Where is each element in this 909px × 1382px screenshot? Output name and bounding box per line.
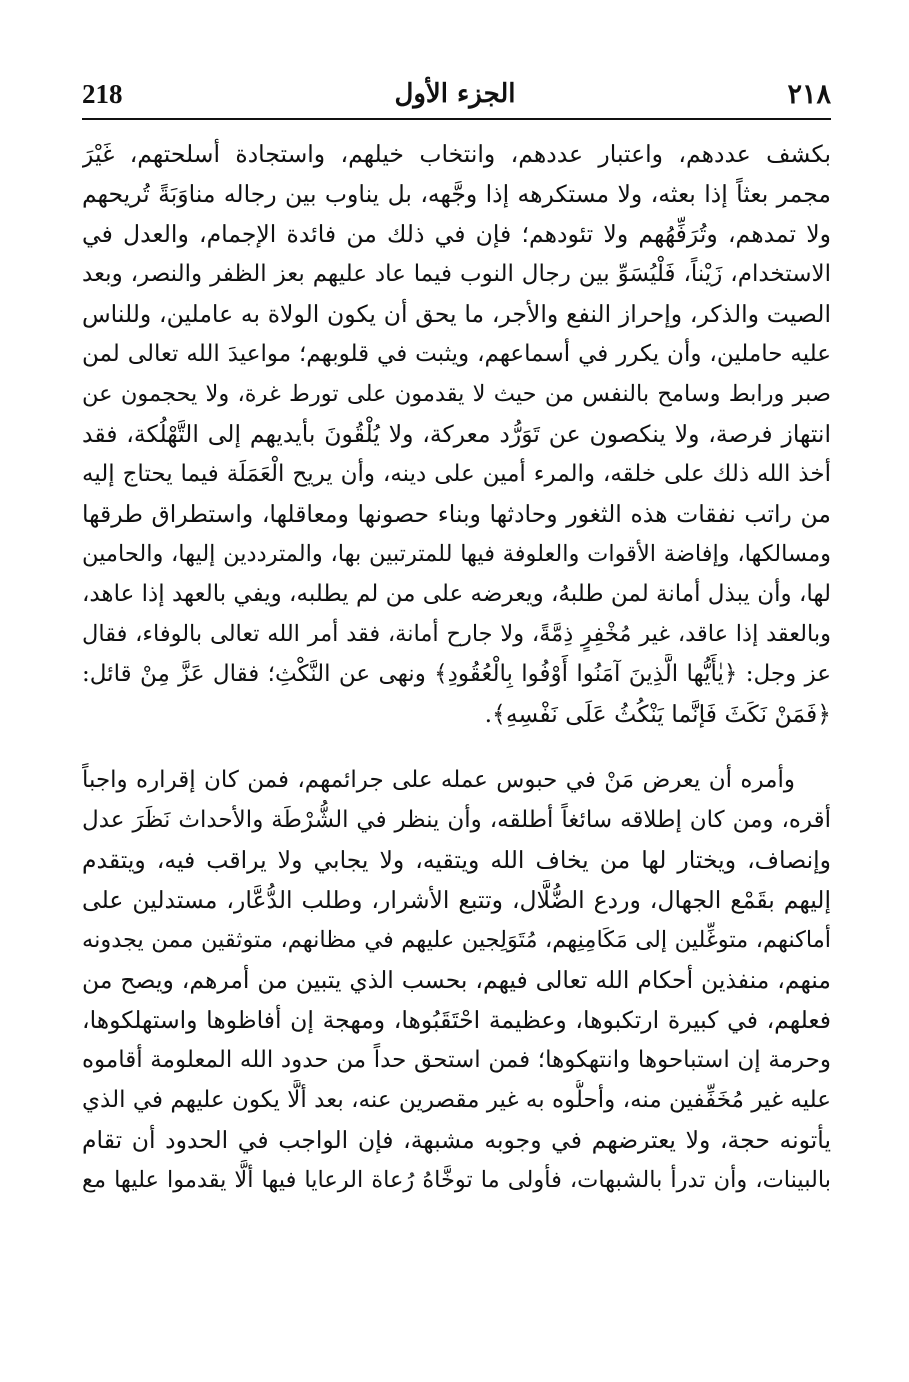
text-line: صبر ورابط وسامح بالنفس من حيث لا يقدمون على تورط غرة، ولا يحجمون عن [82,381,831,407]
page-number-latin: 218 [82,78,123,109]
text-line: فعلهم، في كبيرة ارتكبوها، وعظيمة احْتَقَبُوها، ومهجة إن أفاظوها واستهلكوها، [82,1006,831,1034]
text-line: بكشف عددهم، واعتبار عددهم، وانتخاب خيلهم، واستجادة أسلحتهم، غَيْرَ [82,140,831,168]
text-line: لها، وأن يبذل أمانة لمن طلبهُ، ويعرضه على من لم يطلبه، ويفي بالعهد إذا عاهد، [82,581,831,607]
text-line: وأمره أن يعرض مَنْ في حبوس عمله على جرائمهم، فمن كان إقراره واجباً [82,767,795,793]
text-line: منهم، منفذين أحكام الله تعالى فيهم، بحسب الذي يتبين من أمرهم، ويصح من [82,966,831,994]
page-header [82,72,831,116]
paragraph-2 [82,760,831,1200]
running-title: الجزء الأول [394,79,516,109]
text-line: من راتب نفقات هذه الثغور وحادثها وبناء حصونها ومعاقلها، واستطراق طرقها [82,500,831,528]
paragraph-1 [82,134,831,734]
text-line: يأتونه حجة، ولا يعترضهم في وجوبه مشبهة، فإن الواجب في الحدود أن تقام [82,1126,831,1154]
text-line: انتهاز فرصة، ولا ينكصون عن تَوَرُّد معركة، ولا يُلْقُونَ بأيديهم إلى التَّهْلُكة، فقد [82,420,831,448]
text-line: ومسالكها، وإفاضة الأقوات والعلوفة فيها للمترتبين بها، والمترددين إليها، والحامين [82,541,831,567]
text-line: إليهم بقَمْع الجهال، وردع الضُّلَّال، وتتبع الأشرار، وطلب الدُّعَّار، مستدلين على [82,886,831,914]
text-line: عليه حاملين، وأن يكرر في أسماعهم، ويثبت في قلوبهم؛ مواعيدَ الله تعالى لمن [82,341,831,367]
text-line: وبالعقد إذا عاقد، غير مُخْفِرٍ ذِمَّةً، ولا جارح أمانة، فقد أمر الله تعالى بالوفاء، فقال [82,621,831,647]
paragraph-gap [82,734,831,760]
quran-verse-line: ﴿فَمَنْ نَكَثَ فَإنَّما يَنْكُثُ عَلَى نَفْسِهِ﴾. [484,700,831,728]
text-line: الصيت والذكر، وإحراز النفع والأجر، ما يحق أن يكون الولاة به عاملين، وللناس [82,300,831,328]
text-line: عز وجل: ﴿يٰأَيُّها الَّذِينَ آمَنُوا أَوْفُوا بِالْعُقُودِ﴾ ونهى عن النَّكْثِ؛ فقال عَزَّ مِنْ قائل: [82,661,831,687]
page-number-arabic: ٢١٨ [787,78,831,110]
text-line: بالبينات، وأن تدرأ بالشبهات، فأولى ما توخَّاهُ رُعاة الرعايا فيها ألَّا يقدموا عليها مع [82,1167,831,1193]
text-line: عليه غير مُخَفِّفين منه، وأحلُّوه به غير مقصرين عنه، بعد ألَّا يكون عليهم في الذي [82,1087,831,1113]
text-line: وحرمة إن استباحوها وانتهكوها؛ فمن استحق حداً من حدود الله المعلومة أقاموه [82,1047,831,1073]
page-body [82,134,831,1200]
text-line: مجمر بعثاً إذا بعثه، ولا مستكرهه إذا وجَّهه، بل يناوب بين رجاله مناوَبَةً تُريحهم [82,180,831,208]
text-line: أماكنهم، متوغِّلين إلى مَكَامِنِهم، مُتَوَلِجين عليهم في مظانهم، متوثقين ممن يجدونه [82,927,831,953]
text-line: أخذ الله ذلك على خلقه، والمرء أمين على دينه، وأن يريح الْعَمَلَة فيما يحتاج إليه [82,461,831,487]
text-line: وإنصاف، ويختار لها من يخاف الله ويتقيه، ولا يجابي ولا يراقب فيه، ويتقدم [82,846,831,874]
text-line: أقره، ومن كان إطلاقه سائغاً أطلقه، وأن ينظر في الشُّرْطَة والأحداث نَظَرَ عدل [82,807,831,833]
header-rule [82,118,831,120]
text-line: الاستخدام، زَيْناً، فَلْيُسَوِّ بين رجال النوب فيما عاد عليهم بعز الظفر والنصر، وبعد [82,261,831,287]
text-line: ولا تمدهم، وتُرَفِّهُهم ولا تئودهم؛ فإن في ذلك من فائدة الإجمام، والعدل في [82,220,831,248]
